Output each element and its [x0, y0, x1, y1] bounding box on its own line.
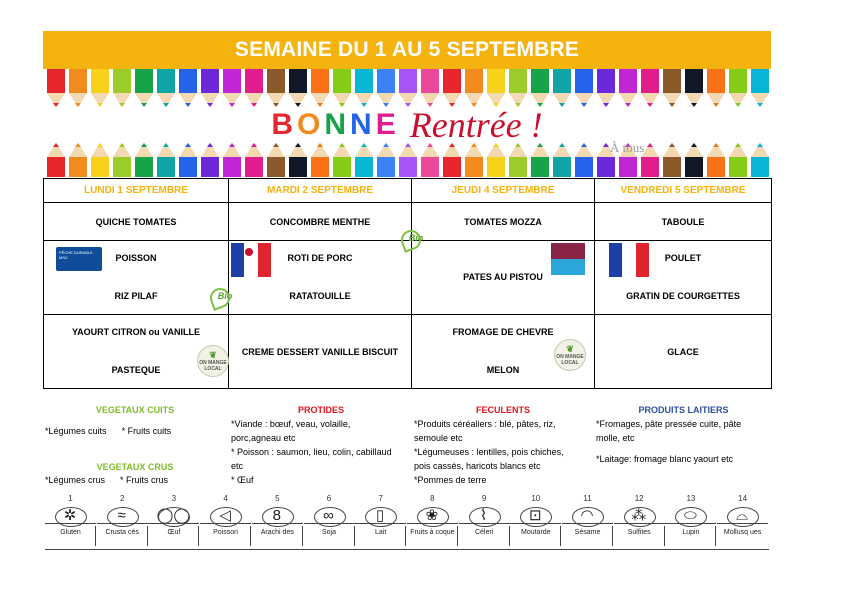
allergen-label: Sulfites	[627, 529, 651, 536]
pencil-shape	[707, 69, 725, 107]
banner-greeting	[45, 105, 769, 145]
allergen-rule	[562, 523, 613, 524]
category-feculents	[414, 405, 592, 487]
category-vegetaux-crus	[45, 462, 225, 487]
pencil-shape	[135, 143, 153, 177]
plat-friday-side: GRATIN DE COURGETTES	[626, 291, 740, 301]
allergen-legend	[45, 494, 769, 554]
allergen-item	[717, 494, 768, 554]
pencil-shape	[553, 143, 571, 177]
category-lines: *Fromages, pâte pressée cuite, pâte molle, etc *Laitage: fromage blanc yaourt etc	[596, 419, 742, 464]
pencil-shape	[355, 69, 373, 107]
pencil-shape	[531, 69, 549, 107]
pencil-shape	[465, 143, 483, 177]
allergen-rule	[45, 523, 96, 524]
banner-image	[45, 69, 769, 177]
category-title: VEGETAUX CRUS	[96, 462, 174, 472]
pencil-shape	[267, 69, 285, 107]
pencil-shape	[553, 69, 571, 107]
plat-friday-main: POULET	[664, 253, 702, 263]
allergen-label: Œuf	[167, 529, 181, 536]
dairy-thursday: FROMAGE DE CHEVRE	[452, 327, 554, 337]
soy-icon: ∞	[310, 506, 348, 526]
entree-tuesday: CONCOMBRE MENTHE Bio	[229, 203, 412, 241]
pencil-shape	[179, 143, 197, 177]
allergen-label: Gluten	[60, 529, 81, 536]
pencil-shape	[707, 143, 725, 177]
pencil-shape	[399, 69, 417, 107]
category-title: PRODUITS LAITIERS	[638, 405, 729, 415]
pencil-shape	[289, 69, 307, 107]
pencil-shape	[267, 143, 285, 177]
table-header-row	[44, 179, 772, 203]
pencil-shape	[201, 69, 219, 107]
allergen-rule	[510, 523, 561, 524]
dessert-monday	[44, 315, 229, 389]
allergen-rule	[97, 523, 148, 524]
allergen-item	[304, 494, 355, 554]
pencil-shape	[443, 143, 461, 177]
pencil-shape	[487, 143, 505, 177]
allergen-label: Soja	[321, 529, 336, 536]
allergen-label: Moutarde	[521, 529, 551, 536]
category-lines: *Produits céréaliers : blé, pâtes, riz, semoule etc *Légumeuses : lentilles, pois chiches, pois cassés, haricots blancs etc *Pommes de terre	[414, 419, 564, 485]
plat-tuesday-side: RATATOUILLE	[289, 291, 351, 301]
pencil-shape	[201, 143, 219, 177]
on-mange-local-icon: ❦ ON MANGE LOCAL	[197, 345, 229, 377]
shrimp-icon: ≈	[103, 506, 141, 526]
category-items: *Légumes cuits * Fruits cuits	[45, 426, 172, 436]
colored-pencils-top	[45, 69, 769, 109]
regional-label-icon	[551, 243, 585, 275]
plat-friday	[595, 241, 772, 315]
pencil-shape	[135, 69, 153, 107]
pencil-shape	[751, 69, 769, 107]
allergen-rule	[665, 523, 716, 524]
lupin-icon: ⬭	[671, 506, 709, 526]
wheat-icon: ✲	[51, 506, 89, 526]
day-header-monday: LUNDI 1 SEPTEMBRE	[44, 179, 229, 203]
pencil-shape	[377, 143, 395, 177]
allergen-item	[45, 494, 96, 554]
pencil-shape	[311, 143, 329, 177]
pencil-shape	[355, 143, 373, 177]
milk-bottle-icon: ▯	[361, 506, 399, 526]
pencil-shape	[421, 143, 439, 177]
allergen-number: 4	[223, 494, 228, 503]
banner-word-bonne: BONNE	[271, 108, 400, 141]
day-header-friday: VENDREDI 5 SEPTEMBRE	[595, 179, 772, 203]
allergen-number: 10	[531, 494, 541, 503]
category-title: FECULENTS	[476, 405, 530, 415]
dessert-friday: GLACE	[595, 315, 772, 389]
pencil-shape	[641, 69, 659, 107]
allergen-number: 8	[430, 494, 435, 503]
pencil-shape	[311, 69, 329, 107]
pencil-shape	[113, 143, 131, 177]
dessert-tuesday: CREME DESSERT VANILLE BISCUIT	[229, 315, 412, 389]
allergen-number: 6	[326, 494, 332, 503]
entree-friday: TABOULE	[595, 203, 772, 241]
nuts-icon: ❀	[413, 506, 451, 526]
pencil-shape	[663, 143, 681, 177]
allergen-label: Arachi des	[260, 529, 294, 536]
pencil-shape	[751, 143, 769, 177]
allergen-rule	[252, 523, 303, 524]
pencil-shape	[509, 143, 527, 177]
allergen-number: 14	[738, 494, 748, 503]
allergen-item	[252, 494, 303, 554]
allergen-item	[614, 494, 665, 554]
pencil-shape	[69, 69, 87, 107]
table-row-entree	[44, 203, 772, 241]
bio-label-icon: Bio	[208, 285, 234, 307]
allergen-rule	[407, 523, 458, 524]
pencil-shape	[47, 143, 65, 177]
category-items: *Légumes crus * Fruits crus	[45, 475, 169, 485]
pencil-shape	[685, 69, 703, 107]
day-header-tuesday: MARDI 2 SEPTEMBRE	[229, 179, 412, 203]
peanut-icon: 8	[258, 506, 296, 526]
pencil-shape	[443, 69, 461, 107]
plat-tuesday	[229, 241, 412, 315]
allergen-label: Sésame	[574, 529, 601, 536]
celery-icon: ⌇	[465, 506, 503, 526]
pencil-shape	[113, 69, 131, 107]
allergen-label: Fruits à coque	[410, 529, 455, 536]
category-lines: *Viande : bœuf, veau, volaille, porc,agneau etc * Poisson : saumon, lieu, colin, cabillaud etc * Œuf	[231, 419, 392, 485]
allergen-label: Crusta cés	[105, 529, 139, 536]
allergen-item	[510, 494, 561, 554]
pencil-shape	[157, 143, 175, 177]
fish-icon: ◁	[206, 506, 244, 526]
pencil-shape	[91, 69, 109, 107]
allergen-item	[407, 494, 458, 554]
mustard-icon: ⊡	[516, 506, 554, 526]
entree-monday: QUICHE TOMATES	[44, 203, 229, 241]
allergen-item	[562, 494, 613, 554]
allergen-item	[665, 494, 716, 554]
allergen-item	[148, 494, 199, 554]
allergen-number: 12	[634, 494, 644, 503]
allergen-label: Lait	[375, 529, 387, 536]
allergen-rule	[304, 523, 355, 524]
pencil-shape	[663, 69, 681, 107]
allergen-number: 13	[686, 494, 696, 503]
allergen-number: 5	[275, 494, 280, 503]
allergen-label: Mollusq ues	[723, 529, 762, 536]
allergen-rule	[614, 523, 665, 524]
category-title: VEGETAUX CUITS	[95, 405, 175, 415]
sesame-icon: ◠	[568, 506, 606, 526]
pencil-shape	[223, 143, 241, 177]
allergen-item	[355, 494, 406, 554]
plat-monday-side: RIZ PILAF	[114, 291, 158, 301]
pencil-shape	[399, 143, 417, 177]
allergen-number: 1	[68, 494, 73, 503]
pencil-shape	[333, 69, 351, 107]
pencil-shape	[377, 69, 395, 107]
allergen-number: 11	[583, 494, 592, 503]
allergen-rule	[148, 523, 199, 524]
pencil-shape	[289, 143, 307, 177]
allergen-item	[97, 494, 148, 554]
plat-tuesday-main: ROTI DE PORC	[287, 253, 353, 263]
pencil-shape	[465, 69, 483, 107]
plat-monday-main: POISSON	[115, 253, 157, 263]
pencil-shape	[179, 69, 197, 107]
allergen-rule	[200, 523, 251, 524]
shell-icon: ⌓	[723, 506, 761, 526]
table-row-dessert	[44, 315, 772, 389]
entree-thursday: TOMATES MOZZA	[412, 203, 595, 241]
allergen-number: 3	[171, 494, 177, 503]
allergen-item	[200, 494, 251, 554]
bio-label-icon: Bio	[399, 227, 425, 249]
pencil-shape	[47, 69, 65, 107]
pencil-shape	[245, 69, 263, 107]
pencil-shape	[157, 69, 175, 107]
banner-word-rentree: Rentrée !	[409, 105, 543, 145]
allergen-rule	[459, 523, 510, 524]
allergen-label: Lupin	[682, 529, 700, 536]
allergen-number: 2	[119, 494, 125, 503]
category-protides	[231, 405, 411, 487]
page-title: SEMAINE DU 1 AU 5 SEPTEMBRE	[43, 31, 771, 69]
category-title: PROTIDES	[297, 405, 344, 415]
allergen-number: 9	[481, 494, 487, 503]
category-vegetaux-cuits	[45, 405, 225, 438]
pencil-shape	[487, 69, 505, 107]
pencil-shape	[531, 143, 549, 177]
pencil-shape	[223, 69, 241, 107]
pencil-shape	[729, 143, 747, 177]
dairy-monday: YAOURT CITRON ou VANILLE	[72, 327, 200, 337]
on-mange-local-icon: ❦ ON MANGE LOCAL	[554, 339, 586, 371]
allergen-rule	[717, 523, 768, 524]
egg-icon: ◯◯	[154, 506, 192, 526]
pencil-shape	[69, 143, 87, 177]
plat-thursday-main: PATES AU PISTOU	[463, 272, 543, 282]
pencil-shape	[91, 143, 109, 177]
allergen-number: 7	[378, 494, 383, 503]
pencil-shape	[421, 69, 439, 107]
allergen-label: Céleri	[474, 529, 494, 536]
allergen-label: Poisson	[213, 529, 239, 536]
pencil-shape	[333, 143, 351, 177]
dessert-thursday	[412, 315, 595, 389]
colored-pencils-bottom	[45, 143, 769, 177]
msc-sustainable-fishing-icon: PÊCHE DURABLE MSC	[56, 247, 102, 271]
pencil-shape	[619, 69, 637, 107]
banner-subtitle: À tous	[610, 140, 645, 155]
plat-thursday	[412, 241, 595, 315]
allergen-item	[459, 494, 510, 554]
pencil-shape	[575, 69, 593, 107]
weekly-menu-table	[43, 178, 772, 389]
category-produits-laitiers	[596, 405, 771, 466]
pencil-shape	[729, 69, 747, 107]
pencil-shape	[245, 143, 263, 177]
pencil-shape	[575, 143, 593, 177]
day-header-thursday: JEUDI 4 SEPTEMBRE	[412, 179, 595, 203]
allergen-rule	[355, 523, 406, 524]
dessert-monday-fruit: PASTEQUE	[111, 365, 161, 375]
grapes-icon: ⁂	[620, 506, 658, 526]
pencil-shape	[685, 143, 703, 177]
pencil-shape	[597, 69, 615, 107]
pencil-shape	[509, 69, 527, 107]
plat-monday	[44, 241, 233, 315]
dessert-thursday-fruit: MELON	[486, 365, 520, 375]
